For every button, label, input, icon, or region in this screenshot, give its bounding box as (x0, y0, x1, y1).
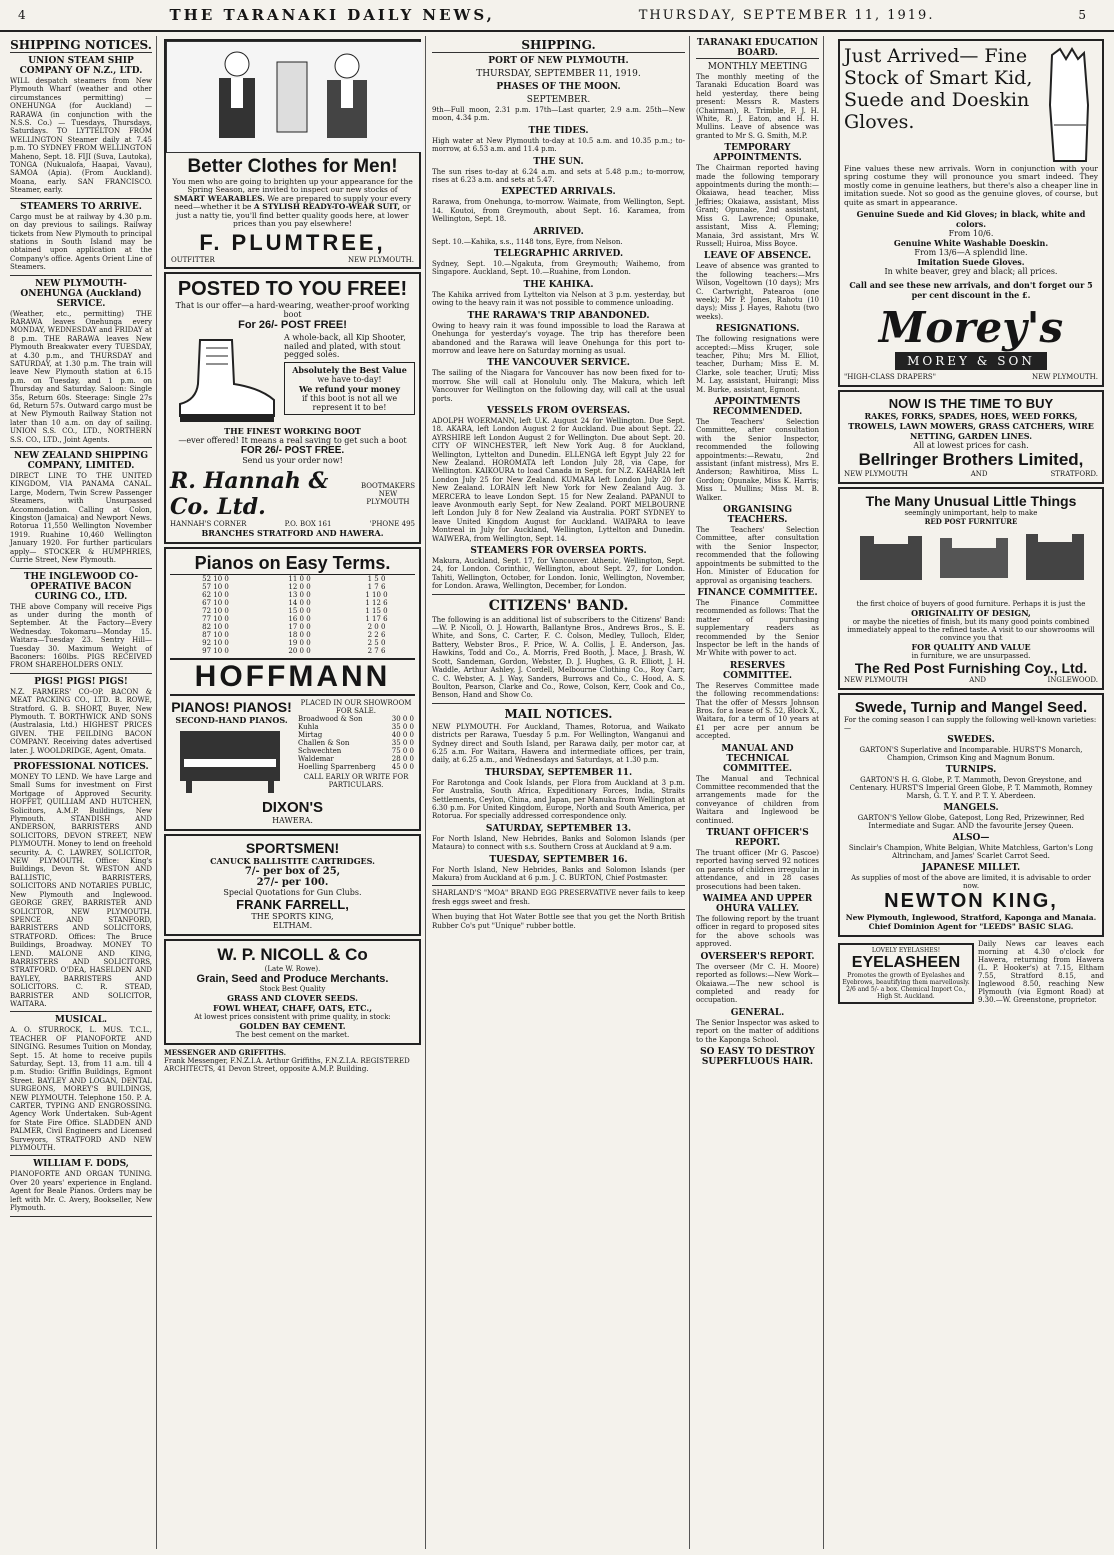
resignations-title: RESIGNATIONS. (715, 324, 800, 335)
edu-text-1: The monthly meeting of the Taranaki Education Board was held yesterday, there being present: Messrs R. Masters (Chairman), R. Trimble, F. J. H. White, R. J. Eaton, and H. H. Mullins. Leave of absence was granted to Mr S. G. Smith, M.P. (696, 73, 819, 140)
table-cell: 2 0 0 (367, 623, 386, 632)
seed-title: Swede, Turnip and Mangel Seed. (854, 699, 1088, 717)
moon-phases: 9th—Full moon, 2.31 p.m. 17th—Last quarter, 2.9 a.m. 25th—New moon, 4.34 p.m. (432, 106, 685, 123)
leave-title: LEAVE OF ABSENCE. (703, 251, 812, 262)
temp-title: TEMPORARY APPOINTMENTS. (713, 143, 802, 164)
organising-title: ORGANISING TEACHERS. (722, 505, 793, 526)
organising-text: The Teachers' Selection Committee, after consultation with the Senior Inspector, recommended that the following appointments be submitted to the Hon. Minister of Education for approval as organising teachers. (696, 526, 819, 585)
reserves-text: The Reserves Committee made the following recommendations: That the offer of Messrs Johnson Bros. for a lease of S. 52, Block X., Waitara, for a term of 10 years at £1 per acre per annum be accepted. (696, 681, 819, 741)
secondhand-placed: PLACED IN OUR SHOWROOM FOR SALE. (300, 699, 412, 716)
shipping-notice-title: NEW PLYMOUTH-ONEHUNGA (Auckland) SERVICE. (20, 278, 142, 309)
gloves-ad (838, 39, 1104, 387)
table-cell: 14 0 0 (288, 599, 311, 608)
education-header: TARANAKI EDUCATION BOARD. (696, 38, 819, 58)
piano-make: Broadwood & Son (298, 715, 363, 724)
column-mabela-vivific (826, 36, 834, 1549)
gloves-line-1: Genuine Suede and Kid Gloves; in black, white and colors. (856, 209, 1086, 230)
table-cell: 11 0 0 (288, 575, 311, 584)
table-cell: 13 0 0 (288, 591, 311, 600)
tailor-scene-icon (167, 42, 423, 152)
technical-title: MANUAL AND TECHNICAL COMMITTEE. (721, 743, 794, 774)
red-post-first: the first choice of buyers of good furniture. Perhaps it is just the (856, 600, 1086, 609)
sportsmen-place: ELTHAM. (272, 921, 313, 931)
vancouver-text: The sailing of the Niagara for Vancouver has now been fixed for to-morrow. She will call at Honolulu only. The Makura, which left Vancouver for Wellington on the following day, will call at the usual ports. (432, 369, 685, 403)
gloves-title: Just Arrived— Fine Stock of Smart Kid, Suede and Doeskin Gloves. (844, 45, 1033, 133)
shipping-notice-text: N.Z. FARMERS' CO-OP. BACON & MEAT PACKING CO., LTD. B. ROWE, Stratford. G. B. SHORT, Buyer, New Plymouth. T. BORTHWICK AND SONS (Australasia, Ltd.) HIGHEST PRICES GIVEN. THE FEILDING BACON COMPANY. Receiving dates advertised later. J. WOOLDRIDGE, Agent, Omata. (10, 687, 152, 755)
plumtree-place: NEW PLYMOUTH. (348, 256, 414, 265)
reserves-title: RESERVES COMMITTEE. (722, 660, 793, 681)
list-item (297, 747, 415, 755)
shipping-header: SHIPPING. (432, 38, 685, 53)
shipping-notice-text: PIANOFORTE AND ORGAN TUNING. Over 20 years' experience in England. Agent for Beale Pianos. Orders may be left with Mr. C. Avery, Bookseller, New Plymouth. (10, 1170, 152, 1213)
school-sites-title: WAIMEA AND UPPER OHURA VALLEY. (702, 894, 813, 915)
sharland-notice: SHARLAND'S "MOA" BRAND EGG PRESERVATIVE never fails to keep fresh eggs sweet and fresh. (432, 889, 685, 906)
furniture-icon (846, 526, 1096, 596)
nicoll-ad (164, 939, 421, 1045)
men-clothing-illustration (166, 41, 419, 153)
bellringer-stratford: STRATFORD. (1050, 470, 1098, 479)
mangels-text: GARTON'S Yellow Globe, Gatepost, Long Red, Prizewinner, Red Intermediate and Sugar. AND the favourite Jersey Queen. (857, 814, 1085, 831)
table-cell: 20 0 0 (288, 647, 311, 656)
table-cell: 19 0 0 (288, 639, 311, 648)
list-item (297, 731, 415, 739)
nicoll-fowl: FOWL WHEAT, CHAFF, OATS, ETC., (213, 1003, 372, 1014)
red-post-unsurpassed: in furniture, we are unsurpassed. (911, 652, 1031, 661)
table-row (170, 647, 415, 655)
mail-saturday-text: For North Island, New Hebrides, Banks and Solomon Islands (per Mataura) to connect with s.s. Southern Cross at Auckland at 9 a.m. (432, 834, 685, 852)
gloves-price-1: From 10/6. (948, 229, 994, 239)
hannah-desc: A whole-back, all Kip Shooter, nailed and plated, with stout pegged soles. (284, 333, 406, 360)
morey-bar: MOREY & SON (895, 352, 1047, 370)
piano-make: Challen & Son (298, 739, 350, 748)
plumtree-text-2: We are prepared to supply your every need—whether it be (174, 193, 412, 212)
bellringer-name: Bellringer Brothers Limited, (858, 450, 1084, 470)
shipping-notice-title: MUSICAL. (54, 1015, 108, 1026)
plumtree-ad (164, 39, 421, 269)
mail-thursday-text: For Rarotonga and Cook Islands, per Flora from Auckland at 3 p.m. For Australia, South Africa, Expeditionary Forces, India, Straits Settlements, Ceylon, China, and Japan, per Manuka from Wellington at 6.30 p.m. For United Kingdom, Europe, North and South America, per Rotorua. For specially addressed correspondence only. (432, 778, 685, 821)
secondhand-sub: SECOND-HAND PIANOS. (175, 715, 288, 726)
table-cell: 52 10 0 (202, 575, 229, 584)
hannah-pobox: P.O. BOX 161 (284, 520, 332, 529)
masthead (0, 0, 1114, 32)
hannah-logo: R. Hannah & Co. Ltd. (170, 468, 329, 521)
red-post-ad (838, 487, 1104, 690)
morey-logo: Morey's (878, 303, 1064, 353)
hannah-send: Send us your order now! (242, 456, 343, 466)
hannah-branches: BRANCHES STRATFORD AND HAWERA. (201, 528, 384, 539)
sportsmen-headline: SPORTSMEN! (245, 840, 340, 857)
hannah-price-2: FOR 26/- POST FREE. (240, 445, 345, 457)
table-cell: 1 17 6 (365, 615, 388, 624)
expected-title: EXPECTED ARRIVALS. (501, 187, 616, 198)
glove-icon (1038, 45, 1098, 165)
shipping-notice-title: STEAMERS TO ARRIVE. (20, 201, 142, 212)
pianos-ad (164, 547, 421, 831)
red-post-text: or maybe the niceties of finish, but its many good points combined immediately appeal to the refined taste. A visit to our showrooms will convince you that (847, 618, 1095, 643)
list-item (297, 755, 415, 763)
column-shipping-news (428, 36, 690, 1549)
moon-title: PHASES OF THE MOON. (496, 82, 621, 92)
swedes-title: SWEDES. (947, 735, 995, 746)
piano-icon (170, 725, 290, 795)
table-cell: 1 7 6 (367, 583, 386, 592)
appointments-title: APPOINTMENTS RECOMMENDED. (712, 397, 803, 417)
table-row (170, 575, 415, 583)
bellringer-and: AND (970, 470, 988, 479)
mail-tuesday-text: For North Island, New Hebrides, Banks and Solomon Islands (per Makura) from Auckland at 6 p.m. J. C. BURTON, Chief Postmaster. (432, 865, 685, 882)
list-item (297, 739, 415, 747)
table-cell: 2 5 0 (367, 639, 386, 648)
plumtree-text-3: or just a natty tie, you'll find better quality goods here, at lower prices than you pay elsewhere! (176, 202, 411, 229)
mail-notices-text: NEW PLYMOUTH. For Auckland, Thames, Rotorua, and Waikato districts per Rarawa, Tuesday 5 p.m. For Wellington, Wanganui and Sydney direct and South Island, per Rarawa daily, per motor car, at 6.25 a.m. For Waitara, Hawera and intermediate offices, per train, daily, at 6.25 a.m., and Wednesdays and Saturdays, at 1.30 p.m. (432, 722, 685, 765)
general-title: GENERAL. (730, 1007, 785, 1018)
architects-title: MESSENGER AND GRIFFITHS. (164, 1048, 287, 1058)
plumtree-name: F. PLUMTREE, (199, 230, 386, 256)
column-retail-ads (834, 36, 1108, 1549)
bellringer-np: NEW PLYMOUTH (844, 470, 908, 479)
finance-title: FINANCE COMMITTEE. (697, 587, 818, 598)
sportsmen-king: THE SPORTS KING, (251, 912, 334, 922)
secondhand-call: CALL EARLY OR WRITE FOR PARTICULARS. (303, 773, 409, 790)
table-cell: 1 5 0 (367, 575, 386, 584)
table-cell: 92 10 0 (202, 639, 229, 648)
sportsmen-ad (164, 834, 421, 936)
monthly-meeting: MONTHLY MEETING (707, 62, 808, 72)
sun-text: The sun rises to-day at 6.24 a.m. and sets at 5.48 p.m.; to-morrow, rises at 6.23 a.m. and sets at 5.47. (432, 167, 685, 185)
arrived-text: Sept. 10.—Kahika, s.s., 1148 tons, Eyre, from Nelson. (432, 237, 623, 246)
mail-thursday-title: THURSDAY, SEPTEMBER 11. (484, 767, 633, 778)
piano-make: Hoelling Sparrenberg (298, 763, 376, 772)
piano-price: 28 0 0 (391, 755, 414, 764)
hannah-np: NEW PLYMOUTH (366, 490, 410, 507)
newton-king-agent: Chief Dominion Agent for "LEEDS" BASIC SLAG. (868, 922, 1074, 932)
millet-text: As supplies of most of the above are limited, it is advisable to order now. (851, 874, 1091, 891)
red-post-and: AND (969, 676, 987, 685)
nicoll-cement: GOLDEN BAY CEMENT. (239, 1021, 346, 1032)
citizens-band-text: The following is an additional list of subscribers to the Citizens' Band:—W. P. Nicoll, O. J. Howarth, Ballantyne Bros., Andrews Bros., S. E. White, and Sons, C. Carter, F. C. Colson, Medley, Tulloch, Elder, Battery, Webster Bros., F. Price, W. A. Collis, J. E. Anderson, Jas. Hawkins, Todd and Co., A. Morris, Fred Booth, J. Mace, J. Brash, W. Scott, Sandeman, Gordon, Webster, D. J. Hughes, G. R. Elliott, J. H. Waddle, Arthur Ashley, J. Cordell, Melbourne Clothing Co., Roy Carr, C. C. Webster, A. J. Way, Sanders, Burrows and Co., C. Hood, A. S. Boulton, Pearson, Clarke and Co., Rowe, Colson, Kerr, Cook and Co., Benson, Hand and Show Co. (432, 615, 685, 700)
boot-icon (170, 334, 280, 426)
nicoll-name: W. P. NICOLL & Co (217, 945, 368, 965)
gloves-call: Call and see these new arrivals, and don't forget our 5 per cent discount in the £. (849, 280, 1093, 301)
table-cell: 62 10 0 (202, 591, 229, 600)
plumtree-headline: Better Clothes for Men! (187, 156, 398, 177)
table-cell: 1 10 0 (365, 591, 388, 600)
red-post-inglewood: INGLEWOOD. (1047, 676, 1098, 685)
page-number-right: 5 (1078, 8, 1086, 22)
telegraphic-text: Sydney, Sept. 10.—Ngakuta, from Greymouth; Waihemo, from Singapore. Auckland, Sept. 10.—Ruahine, from London. (432, 260, 685, 277)
shipping-notice-title: THE INGLEWOOD CO-OPERATIVE BACON CURING CO., LTD. (23, 571, 139, 602)
piano-price: 35 0 0 (391, 723, 414, 732)
bellringer-tools: RAKES, FORKS, SPADES, HOES, WEED FORKS, TROWELS, LAWN MOWERS, GRASS CATCHERS, WIRE NETTING, GARDEN LINES. (848, 411, 1094, 442)
steamers-title: STEAMERS FOR OVERSEA PORTS. (470, 546, 647, 557)
list-item (297, 723, 415, 731)
gloves-line-3: Imitation Suede Gloves. (917, 257, 1025, 268)
hannah-box-3: We refund your money (298, 383, 401, 394)
hannah-intro: That is our offer—a hard-wearing, weather-proof working boot (175, 301, 410, 320)
shipping-notice-text: (Weather, etc., permitting) THE RARAWA leaves Onehunga every MONDAY, WEDNESDAY and FRIDAY at 8 p.m. THE RARAWA leaves New Plymouth Breakwater every TUESDAY, at 4.30 p.m., and THURSDAY and SATURDAY, at 1.30 p.m. The train will leave New Plymouth station at 6.15 p.m. on Tuesday, and 1 p.m. on Thursday and Saturday. Saloon: Single 35s, Return 60s. Steerage: Single 27s 6d, Return 57s. Outward cargo must be at New Plymouth Railway Station not later than 10 a.m. on day of sailing. UNION S.S. CO., LTD., NORTHERN S.S. CO., LTD., Joint Agents. (10, 309, 152, 444)
overseer-title: OVERSEER'S REPORT. (700, 951, 815, 962)
hannah-box-2: we have to-day! (317, 374, 382, 384)
issue-date: THURSDAY, SEPTEMBER 11, 1919. (638, 7, 935, 23)
table-cell: 2 7 6 (367, 647, 386, 656)
tides-title: THE TIDES. (528, 125, 589, 136)
newton-king-name: NEWTON KING, (884, 890, 1058, 913)
nicoll-grass: GRASS AND CLOVER SEEDS. (227, 993, 358, 1004)
plumtree-role: OUTFITTER (171, 256, 215, 265)
hannah-corner: HANNAH'S CORNER (170, 520, 247, 529)
kahika-title: THE KAHIKA. (523, 279, 594, 290)
bus-notice: Daily News car leaves each morning at 4.30 o'clock for Hawera, returning from Hawera (L. P. Hooker's) at 7.15, Eltham 7.55, Stratford 8.15, and Inglewood 8.50, reaching New Plymouth (via Egmont Road) at 9.30.—W. Greenstone, proprietor. (978, 940, 1104, 1005)
table-cell: 67 10 0 (202, 599, 229, 608)
architects-notice (164, 1048, 421, 1073)
tides-text: High water at New Plymouth to-day at 10.5 a.m. and 10.35 p.m.; to-morrow, at 6.53 a.m. and 11.4 p.m. (432, 136, 685, 154)
page-number-left: 4 (18, 8, 26, 22)
list-item (297, 763, 415, 771)
shipping-notice-title: UNION STEAM SHIP COMPANY OF N.Z., LTD. (19, 56, 143, 76)
piano-price: 35 0 0 (391, 739, 414, 748)
table-cell: 12 0 0 (288, 583, 311, 592)
hannah-boot-ad (164, 272, 421, 544)
port-date: THURSDAY, SEPTEMBER 11, 1919. (476, 69, 641, 79)
hannah-box-1: Absolutely the Best Value (292, 364, 407, 375)
telegraphic-title: TELEGRAPHIC ARRIVED. (493, 249, 624, 260)
plumtree-highlight-1: SMART WEARABLES. (173, 193, 265, 203)
table-cell: 77 10 0 (202, 615, 229, 624)
kahika-text: The Kahika arrived from Lyttelton via Nelson at 3 p.m. yesterday, but owing to the heavy rain it was not possible to commence unloading. (432, 290, 685, 308)
red-post-quality: FOR QUALITY AND VALUE (911, 642, 1031, 653)
rarawa-title: THE RARAWA'S TRIP ABANDONED. (467, 310, 650, 321)
arrived-title: ARRIVED. (533, 226, 584, 237)
table-row (170, 591, 415, 599)
pianos-headline: Pianos on Easy Terms. (170, 553, 415, 575)
dixon-name: DIXON'S (261, 799, 324, 817)
newspaper-title: THE TARANAKI DAILY NEWS, (169, 6, 495, 24)
plumtree-text-1: You men who are going to brighten up your appearance for the Spring Season, are invited to inspect our new stocks of (172, 177, 413, 195)
table-cell: 57 10 0 (202, 583, 229, 592)
column-education-board (692, 36, 824, 1549)
vessels-text: ADOLPH WOERMANN, left U.K. August 24 for Wellington. Due Sept. 18. AKARA, left London August 2 for Auckland. Due about Sept. 22. AYRSHIRE left London August 2 for Wellington. Due about Sept. 20. CITY OF WINCHESTER, left New York Aug. 8 for Auckland, Wellington, Lyttelton and Dunedin. ELLENGA left Egypt July 22 for New Zealand. HOROMATA left London July 28, via Cape, for Wellington. KAIKOURA to load Canada in Sept. for N.Z. KAHARIA left London July 25 for New Zealand. KUMARA left London July 20 for New Zealand. LORAIN left New York for New Zealand Aug. 3. MERCERA to leave London Sept. 15 for New Zealand. PAPANUI to leave Avonmouth early Sept. for New Zealand. PORT MELBOURNE left London July 8 for New Zealand via Australia. PORT SYDNEY to leave United Kingdom August for Auckland. WAIPARA to leave Montreal in July for Auckland, Wellington, Lyttelton and Dunedin. WAIWERA, from Wellington, Sept. 14. (432, 416, 685, 543)
steamers-text: Makura, Auckland, Sept. 17, for Vancouver. Athenic, Wellington, Sept. 24, for London. Corinthic, Wellington, about Sept. 27, for London. Tahiti, Wellington, October, for London. Ionic, Wellington, November, for London. Arawa, Wellington, December, for London. (432, 557, 685, 591)
leave-text: Leave of absence was granted to the following teachers:—Mrs Wilson, Vogeltown (10 days); Mrs C. Cartwright, Patearoa (one week); Mr P. Jones, Rahotu (10 days); Miss J. Hayes, Rahotu (two weeks). (696, 262, 819, 321)
citizens-band-title: CITIZENS' BAND. (488, 597, 629, 614)
sportsmen-name: FRANK FARRELL, (236, 897, 349, 913)
shipping-notice-text: MONEY TO LEND. We have Large and Small Sums for investment on First Mortgage of Approved Security. HOFFET, QUILLIAM AND HUTCHEN, Solicitors, A.M.P. Buildings, New Plymouth. STANDISH AND ANDERSON, BARRISTERS AND SOLICITORS, DEVON STREET, NEW PLYMOUTH. Money to lend on freehold security. A. C. LAWREY, SOLICITOR, NEW PLYMOUTH. Office: King's Buildings, Devon St. WESTON AND BALLISTIC, BARRISTERS, SOLICITORS AND NOTARIES PUBLIC, New Plymouth and Inglewood. GEORGE GREY, BARRISTER AND SOLICITOR, NEW PLYMOUTH. SPENCE AND STANFORD, BARRISTERS AND SOLICITORS, STRATFORD. Offices: The Bruce Buildings, Broadway. MONEY TO LEND. MALONE AND KING, BARRISTERS AND SOLICITORS, STRATFORD. O'DEA, HASELDEN AND BAYLEY, BARRISTERS AND SOLICITORS. C. R. STEAD, BARRISTER AND SOLICITOR, WAITARA. (10, 773, 152, 1008)
truant-title: TRUANT OFFICER'S REPORT. (706, 828, 809, 849)
dixon-place: HAWERA. (272, 816, 313, 826)
piano-price: 75 0 0 (391, 747, 414, 756)
shipping-notice-text: DIRECT LINE TO THE UNITED KINGDOM, VIA PANAMA CANAL. Large, Modern, Twin Screw Passenger Steamers, with Unsurpassed Accommodation. Calling at Colon, Kingston (Jamaica) and Newport News. Rotorua 11,550 Wellington November 1919. Ruahine 10,460 Wellington January 1920. For further particulars apply— STOCKER & HUMPHRIES, Currie Street, New Plymouth. (10, 472, 152, 565)
table-cell: 15 0 0 (288, 607, 311, 616)
table-cell: 2 2 6 (367, 631, 386, 640)
vancouver-title: THE VANCOUVER SERVICE. (487, 358, 630, 369)
piano-make: Schwechten (298, 747, 342, 756)
hoffmann-brand: HOFFMANN (170, 658, 415, 696)
table-row (170, 639, 415, 647)
vessels-title: VESSELS FROM OVERSEAS. (487, 405, 630, 416)
appointments-text: The Teachers' Selection Committee, after consultation with the Senior Inspector, recommended the following appointments:—Rewatu, 2nd assistant (infant mistress), Mrs E. Anderson; Rawhitiroa, Miss L. Gordon; Opunake, Miss K. Harris; Miss L. Mullins; Miss M. B. Walker. (696, 418, 819, 502)
column-advertisements (160, 36, 426, 1549)
table-cell: 1 15 0 (365, 607, 388, 616)
table-cell: 17 0 0 (288, 623, 311, 632)
sportsmen-price-2: 27/- per 100. (256, 877, 329, 889)
piano-make: Mirtag (298, 731, 323, 740)
hannah-box-4: if this boot is not all we represent it to be! (301, 393, 398, 412)
general-text: The Senior Inspector was asked to report on the matter of additions to the Kaponga School. (696, 1018, 819, 1044)
shipping-notice-text: A. O. STURROCK, L. MUS. T.C.L., TEACHER OF PIANOFORTE AND SINGING. Resumes Tuition on Monday, Sept. 15. At home to receive pupils Saturday, Sept. 13, from 11 a.m. till 4 p.m. Studio: Griffin Buildings, Egmont Street. BAYLEY AND LOGAN, DENTAL SURGEONS, MOREY'S BUILDINGS, NEW PLYMOUTH. Telephone 150. P. A. CARTER, TYPING AND ENGROSSING. Agency Work Undertaken. Sub-Agent for State Fire Office. SLADDEN AND PALMER, Civil Engineers and Licensed Surveyors, STRATFORD AND NEW PLYMOUTH. (10, 1026, 152, 1153)
sportsmen-item: CANUCK BALLISTITE CARTRIDGES. (210, 856, 375, 867)
moon-month: SEPTEMBER. (526, 95, 591, 105)
morey-place: NEW PLYMOUTH. (1032, 373, 1098, 382)
mail-tuesday-title: TUESDAY, SEPTEMBER 16. (489, 854, 628, 865)
temp-text: The Chairman reported having made the following temporary appointments during the month:—Okaiawa, head teacher, Miss Jeffries; Okaiawa, assistant, Miss Grant; Opunake, 2nd assistant, Miss G. Lawrence; Opunake, assistant, Miss A. Fleming; Manaia, 3rd assistant, Mrs W. Russell; Huiroa, Miss Boyce. (696, 164, 819, 248)
hannah-offer: —ever offered! It means a real saving to get such a boot (178, 436, 407, 446)
sportsmen-special: Special Quotations for Gun Clubs. (223, 888, 362, 898)
hannah-headline: POSTED TO YOU FREE! (177, 278, 408, 301)
also-text: Sinclair's Champion, White Belgian, White Matchless, Garton's Long Altrincham, and James' Scarlet Carrot Seed. (848, 844, 1094, 861)
school-sites-text: The following report by the truant officer in regard to proposed sites for the above schools was approved. (696, 915, 819, 949)
piano-price: 40 0 0 (391, 731, 414, 740)
bellringer-ad (838, 390, 1104, 484)
millet-title: JAPANESE MILLET. (921, 863, 1021, 874)
shipping-notice-title: PIGS! PIGS! PIGS! (34, 676, 128, 687)
morey-tagline: "HIGH-CLASS DRAPERS" (844, 373, 936, 382)
table-row (170, 583, 415, 591)
hannah-price: For 26/- POST FREE! (238, 319, 347, 332)
eyelasheen-text: Promotes the growth of Eyelashes and Eyebrows, beautifying them marvellously. 2/6 and 5/- a box. Chemical Import Co., High St. Auckland. (842, 972, 970, 1001)
mail-saturday-title: SATURDAY, SEPTEMBER 13. (485, 823, 632, 834)
shipping-notice-list (10, 56, 152, 1217)
piano-make: Kuhla (298, 723, 319, 732)
table-cell: 18 0 0 (288, 631, 311, 640)
newton-king-seed-ad (838, 693, 1104, 937)
nicoll-line: Grain, Seed and Produce Merchants. (196, 973, 389, 986)
nicoll-stock: Stock Best Quality (259, 985, 326, 994)
plumtree-highlight-2: A STYLISH READY-TO-WEAR SUIT, (253, 202, 401, 212)
gloves-text: Fine values these new arrivals. Worn in conjunction with your spring costume they will pronounce you smart indeed. They mostly come in genuine leathers, but there's also a cheaper line in imitation suede. Not so good as the genuine gloves, of course, but quite as smart in appearance. (844, 164, 1098, 207)
truant-text: The truant officer (Mr G. Pascoe) reported having served 92 notices on parents of children irregular in attendance, and in 28 cases prosecutions had been taken. (696, 849, 819, 891)
piano-make: Waldemar (298, 755, 334, 764)
table-row (170, 607, 415, 615)
table-cell: 16 0 0 (288, 615, 311, 624)
table-row (170, 615, 415, 623)
gloves-price-3: In white beaver, grey and black; all prices. (884, 267, 1058, 277)
red-post-company: The Red Post Furnishing Coy., Ltd. (854, 660, 1088, 677)
red-post-originality: ORIGINALITY OF DESIGN, (911, 608, 1031, 619)
eyelasheen-ad (838, 943, 974, 1004)
mangels-title: MANGELS. (943, 803, 999, 814)
resignations-text: The following resignations were accepted:—Miss Kruger, sole teacher, Pihu; Mrs M. Elliot, teacher, Durham; Miss E. M. Clarke, sole teacher, Urutī; Miss M. Lay, assistant, Huirangi; Miss M. Burke, assistant, Egmont. (696, 335, 819, 394)
nicoll-late: (Late W. Rowe). (264, 965, 321, 974)
piano-price: 30 0 0 (391, 715, 414, 724)
sportsmen-price-1: 7/- per box of 25, (244, 866, 341, 878)
hannah-phone: 'PHONE 495 (369, 520, 415, 529)
table-row (170, 631, 415, 639)
sun-title: THE SUN. (533, 156, 584, 167)
water-bottle-notice: When buying that Hot Water Bottle see that you get the North British Rubber Co's put "Unique" rubber bottle. (432, 913, 685, 930)
nicoll-best: The best cement on the market. (235, 1031, 350, 1040)
list-item (297, 715, 415, 723)
turnips-text: GARTON'S H. G. Globe, P. T. Mammoth, Devon Greystone, and Centenary. HURST'S Imperial Green Globe, P. T. Mammoth, Romney Marsh, G. T. Y. and P. T. Y. Aberdeen. (849, 776, 1093, 801)
red-post-np: NEW PLYMOUTH (844, 676, 908, 685)
red-post-sub: seemingly unimportant, help to make (904, 509, 1038, 518)
table-cell: 72 10 0 (202, 607, 229, 616)
hannah-bootmakers: BOOTMAKERS (360, 482, 415, 491)
table-cell: 1 12 6 (365, 599, 388, 608)
table-cell: 97 10 0 (202, 647, 229, 656)
gloves-line-2: Genuine White Washable Doeskin. (893, 238, 1049, 249)
overseer-text: The overseer (Mr C. H. Moore) reported as follows:—New Work—Okaiawa.—The new school is completed and ready for occupation. (696, 962, 819, 1005)
table-row (170, 599, 415, 607)
shipping-notice-text: THE above Company will receive Pigs as under during the month of September. At the Factory—Every Wednesday. Tokomaru—Monday 15. Waitara—Tuesday 23. Sentry Hill—Tuesday 30. Maximum Weight of Baconers: 160lbs. PIGS RECEIVED FROM SHAREHOLDERS ONLY. (10, 602, 152, 670)
expected-text: Rarawa, from Onehunga, to-morrow. Waimate, from Wellington, Sept. 14. Koutoi, from Greymouth, about Sept. 16. Karamea, from Wellington, Sept. 18. (432, 198, 685, 224)
swedes-text: GARTON'S Superlative and Incomparable. HURST'S Monarch, Champion, Crimson King and Magnum Bonum. (859, 746, 1083, 763)
table-cell: 82 10 0 (202, 623, 229, 632)
eyelasheen-brand: EYELASHEEN (851, 954, 961, 972)
shipping-notice-title: PROFESSIONAL NOTICES. (13, 762, 149, 772)
technical-text: The Manual and Technical Committee recommended that the arrangements made for the conveyance of children from Waitara and Inglewood be continued. (696, 774, 819, 825)
red-post-title: The Many Unusual Little Things (865, 493, 1077, 510)
shipping-notice-text: WILL despatch steamers from New Plymouth Wharf (weather and other circumstances permitting) — ONEHUNGA (for Auckland) — RARAWA (in conjunction with the N.S.S. Co.) — Tuesdays, Thursdays, Saturdays. TO LYTTELTON FROM WELLINGTON Steamer daily at 7.45 p.m. TO SYDNEY FROM WELLINGTON Maheno, Sept. 18. FIJI (Suva, Lautoka), TONGA (Nukualofa, Haapai, Vavau), SAMOA (Apia). (From Auckland). Moana, early. SAN FRANCISCO. Steamer, early. (10, 77, 152, 195)
nicoll-prices: At lowest prices consistent with prime quality, in stock: (194, 1013, 391, 1022)
hannah-finest: THE FINEST WORKING BOOT (224, 426, 361, 437)
secondhand-piano-list (297, 715, 415, 771)
red-post-sub-2: RED POST FURNITURE (924, 517, 1018, 527)
mail-notices-title: MAIL NOTICES. (504, 706, 613, 721)
table-cell: 87 10 0 (202, 631, 229, 640)
secondhand-title: PIANOS! PIANOS! (171, 699, 292, 716)
column-shipping-notices (6, 36, 157, 1549)
finance-text: The Finance Committee recommended as follows: That the matter of purchasing supplementary readers as recommended by the Senior Inspector be left in the hands of Mr White with power to act. (696, 598, 819, 658)
bellringer-lowest: All at lowest prices for cash. (913, 441, 1029, 451)
eyelasheen-small: LOVELY EYELASHES! (871, 947, 941, 955)
gloves-price-2: From 13/6—A splendid line. (914, 248, 1028, 258)
turnips-title: TURNIPS. (945, 765, 997, 776)
piano-price-table (170, 575, 415, 655)
shipping-notices-header: SHIPPING NOTICES. (10, 38, 152, 52)
shipping-notice-title: WILLIAM F. DODS, (33, 1159, 129, 1170)
newton-king-places: New Plymouth, Inglewood, Stratford, Kaponga and Manaia. (845, 913, 1097, 923)
shipping-notice-title: NEW ZEALAND SHIPPING COMPANY, LIMITED. (13, 451, 149, 472)
destroy-hair-title: SO EASY TO DESTROY SUPERFLUOUS HAIR. (700, 1046, 815, 1067)
seed-intro: For the coming season I can supply the following well-known varieties:— (844, 716, 1097, 733)
also-title: ALSO— (952, 833, 990, 844)
rarawa-text: Owing to heavy rain it was found impossible to load the Rarawa at Onehunga for yesterday's voyage. The trip has therefore been abandoned and the Rarawa will leave Onehunga for this port to-morrow and leave here on Saturday morning as usual. (432, 321, 685, 355)
bellringer-now: NOW IS THE TIME TO BUY (888, 396, 1054, 412)
table-row (170, 623, 415, 631)
architects-text: Frank Messenger, F.N.Z.I.A. Arthur Griffiths, F.N.Z.I.A. REGISTERED ARCHITECTS, 41 Devon Street, opposite A.M.P. Building. (164, 1057, 410, 1074)
shipping-notice-text: Cargo must be at railway by 4.30 p.m. on day previous to sailings. Railway tickets from New Plymouth to principal stations in South Island may be obtained upon application at the Company's office. Agents Orient Line of Steamers. (10, 212, 152, 272)
piano-price: 45 0 0 (391, 763, 414, 772)
port-title: PORT OF NEW PLYMOUTH. (488, 56, 629, 66)
